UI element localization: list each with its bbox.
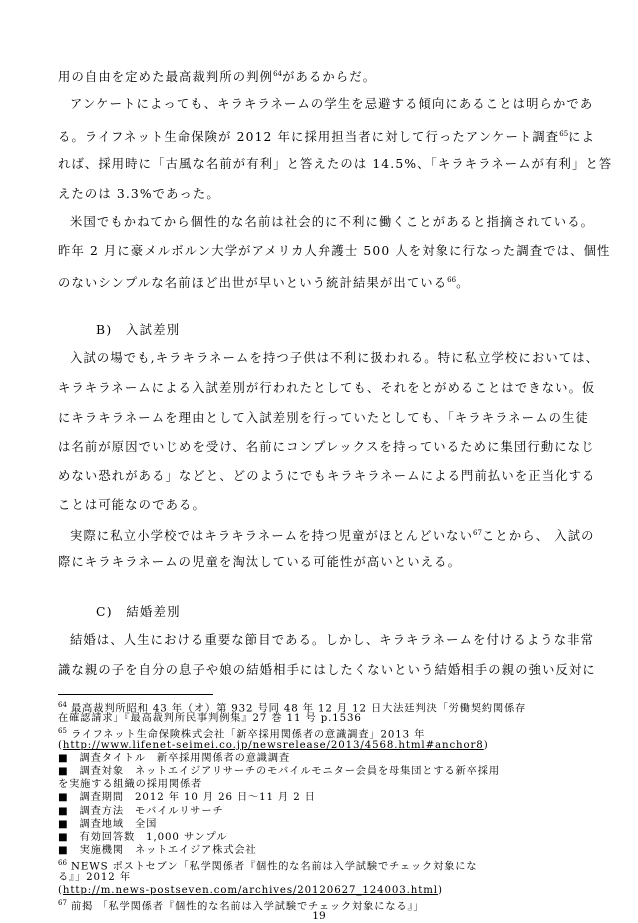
footnote-66-cont: る』」2012 年 (58, 871, 131, 883)
body-line: えたのは 3.3%であった。 (58, 187, 220, 201)
body-line: 昨年 2 月に豪メルボルン大学がアメリカ人弁護士 500 人を対象に行なった調査では、個性 (58, 244, 611, 258)
section-heading-b: B) 入試差別 (96, 323, 181, 337)
footnote-ref[interactable]: 66 (447, 276, 457, 284)
body-line: めない恐れがある」などと、どのようにでもキラキラネームによる門前払いを正当化する (58, 469, 596, 483)
footnote-64: $^{64}$ 最高裁判所昭和 43 年（オ）第 932 号同 48 年 12 月 12 日大法廷判決「労働契約関係存 (58, 701, 527, 715)
body-line: 結婚は、人生における重要な節目である。しかし、キラキラネームを付けるような非常 (70, 633, 595, 647)
footnote-67: $^{67}$ 前掲 「私学関係者『個性的な名前は入学試験でチェック対象になる』」 (58, 899, 425, 913)
footnote-64-cont: 在確認請求」『最高裁判所民事判例集』27 巻 11 号 p.1536 (58, 713, 362, 725)
section-heading-c: C) 結婚差別 (96, 605, 181, 619)
survey-bullet-agency: ■ 実施機関 ネットエイジア株式会社 (58, 845, 257, 857)
body-line: アンケートによっても、キラキラネームの学生を忌避する傾向にあることは明らかであ (70, 97, 594, 111)
body-line: 米国でもかねてから個性的な名前は社会的に不利に働くことがあると指摘されている。 (70, 215, 595, 229)
body-line: れば、採用時に「古風な名前が有利」と答えたのは 14.5%、「キラキラネームが有利」と答 (58, 157, 613, 171)
survey-bullet-method: ■ 調査方法 モバイルリサーチ (58, 805, 224, 817)
body-line: る。ライフネット生命保険が 2012 年に採用担当者に対して行ったアンケート調査$^{65}$によ (58, 130, 596, 145)
survey-bullet-period: ■ 調査期間 2012 年 10 月 26 日～11 月 2 日 (58, 792, 316, 804)
footnote-ref[interactable]: 67 (473, 529, 482, 537)
lifenet-link[interactable]: http://www.lifenet-seimei.co.jp/newsrelease/2013/4568.html#anchor8 (62, 739, 484, 751)
body-line: ことは可能なのである。 (58, 498, 206, 512)
body-line: のないシンプルな名前ほど出世が早いという統計結果が出ている$^{66}$。 (58, 276, 470, 291)
page-number: 19 (312, 910, 326, 922)
survey-bullet-count: ■ 有効回答数 1,000 サンプル (58, 832, 228, 843)
survey-bullet-title: ■ 調査タイトル 新卒採用関係者の意識調査 (58, 752, 291, 764)
footnote-ref[interactable]: 64 (273, 70, 283, 78)
footnote-ref[interactable]: 65 (559, 130, 569, 138)
survey-bullet-target-cont: を実施する組織の採用関係者 (58, 779, 203, 791)
body-line: キラキラネームによる入試差別が行われたとしても、それをとがめることはできない。仮 (58, 381, 596, 395)
body-line: 識な親の子を自分の息子や娘の結婚相手にはしたくないという結婚相手の親の強い反対に (58, 663, 596, 677)
body-line: は名前が原因でいじめを受け、名前にコンプレックスを持っているために集団行動になじ (58, 440, 595, 454)
footnote-65-link-line: (http://www.lifenet-seimei.co.jp/newsrelease/2013/4568.html#anchor8) (58, 739, 489, 751)
body-line: 実際に私立小学校ではキラキラネームを持つ児童がほとんどいない$^{67}$ことから、 入試の (70, 529, 595, 544)
footnote-65: $^{65}$ ライフネット生命保険株式会社「新卒採用関係者の意識調査」2013 年 (58, 727, 426, 741)
survey-bullet-target: ■ 調査対象 ネットエイジアリサーチのモバイルモニター会員を母集団とする新卒採用 (58, 766, 500, 777)
footnote-66-link-line: (http://m.news-postseven.com/archives/20120627_124003.html) (58, 884, 443, 896)
postseven-link[interactable]: http://m.news-postseven.com/archives/20120627_124003.html (62, 884, 438, 896)
body-line: 際にキラキラネームの児童を淘汰している可能性が高いといえる。 (58, 555, 462, 569)
footnote-66: $^{66}$ NEWS ポストセブン「私学関係者『個性的な名前は入学試験でチェック対象にな (58, 859, 478, 873)
body-line: にキラキラネームを理由として入試差別を行っていたとしても、「キラキラネームの生徒 (58, 411, 589, 425)
body-line: 用の自由を定めた最高裁判所の判例$^{64}$があるからだ。 (58, 70, 377, 85)
body-line: 入試の場でも,キラキラネームを持つ子供は不利に扱われる。特に私立学校においては、 (70, 351, 600, 365)
survey-bullet-area: ■ 調査地域 全国 (58, 818, 158, 830)
footnote-separator (58, 694, 213, 695)
